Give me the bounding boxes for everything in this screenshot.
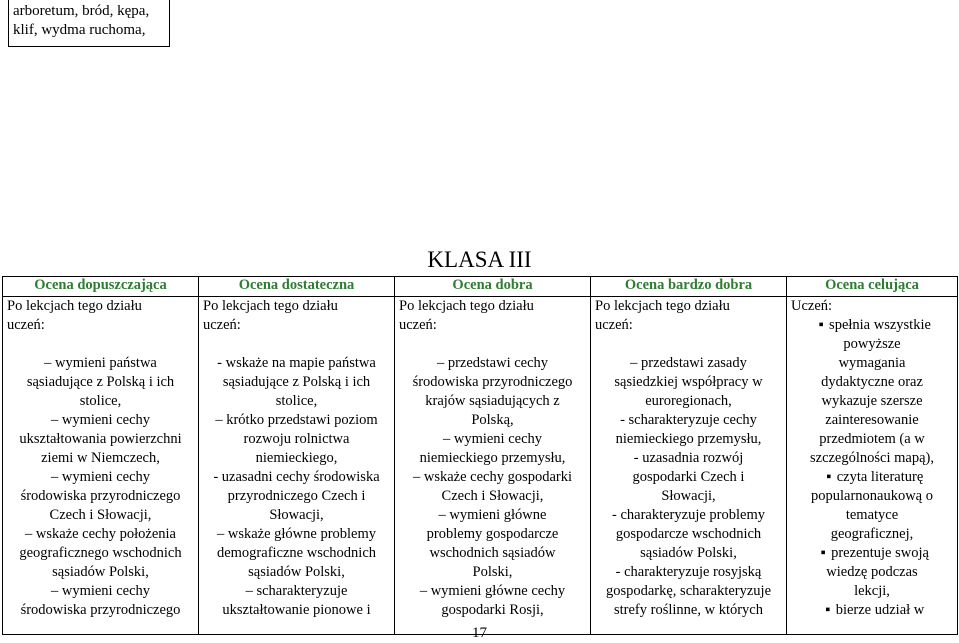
cell-text-line: - uzasadnia rozwój [633, 450, 744, 466]
cell-text-line: ukształtowania powierzchni [19, 431, 182, 447]
cell-text-line: gospodarki Rosji, [441, 602, 544, 618]
page-number: 17 [472, 625, 487, 641]
bullet-text-line: ▪ prezentuje swoją [787, 544, 957, 563]
cell-text-line: ukształtowanie pionowe i [222, 602, 371, 618]
cell-celujaca [787, 297, 958, 635]
cell-text-line: – przedstawi cechy [436, 355, 549, 371]
cell-text-line: przyrodniczego Czech i [227, 488, 366, 504]
cell-text-line: sąsiadujące z Polską i ich [222, 374, 371, 390]
cell-text-line: - charakteryzuje rosyjską [615, 564, 762, 580]
cell-text-line: – krótko przedstawi poziom [215, 412, 378, 428]
cell-text-line: – wymieni główne cechy [419, 583, 566, 599]
cell-text-line: – scharakteryzuje [245, 583, 348, 599]
cell-intro-line: uczeń: [7, 317, 45, 333]
cell-text-line: wiedzę podczas [826, 564, 918, 580]
cell-text-line: – wymieni główne [438, 507, 547, 523]
cell-text-line: demograficzne wschodnich [216, 545, 377, 561]
cell-text-line: powyższe [843, 336, 901, 352]
cell-text-line: – wymieni cechy [50, 412, 151, 428]
cell-text-line: stolice, [275, 393, 318, 409]
cell-text-line: - uzasadni cechy środowiska [213, 469, 380, 485]
cell-dostateczna [199, 297, 395, 635]
cell-text-line: stolice, [79, 393, 122, 409]
cell-text-line: tematyce [845, 507, 899, 523]
bullet-text-line: ▪ czyta literaturę [787, 468, 957, 487]
bullet-text-line: ▪ spełnia wszystkie [787, 316, 957, 335]
cell-text-line: ziemi w Niemczech, [41, 450, 160, 466]
cell-text-line: sąsiadujące z Polską i ich [26, 374, 175, 390]
cell-text-line: geograficznej, [830, 526, 914, 542]
cell-text-line: popularnonaukową o [810, 488, 933, 504]
cell-intro-line: uczeń: [399, 317, 437, 333]
section-title: KLASA III [427, 247, 532, 272]
cell-text-line: sąsiadów Polski, [640, 545, 737, 561]
cell-text-line: szczególności mapą), [809, 450, 934, 466]
header-celujaca: Ocena celująca [787, 277, 958, 297]
continued-cell-line: klif, wydma ruchoma, [13, 22, 146, 38]
header-dobra: Ocena dobra [395, 277, 591, 297]
cell-text-line: niemieckiego przemysłu, [419, 450, 566, 466]
cell-text-line: - charakteryzuje problemy [612, 507, 765, 523]
cell-dopuszczajaca [3, 297, 199, 635]
cell-text-line: strefy roślinne, w których [614, 602, 763, 618]
cell-text-line: geograficznego wschodnich [19, 545, 182, 561]
cell-text-line: gospodarkę, scharakteryzuje [605, 583, 772, 599]
cell-text-line: Polski, [472, 564, 513, 580]
cell-intro-line: Po lekcjach tego działu [203, 298, 338, 314]
cell-text-line: sąsiadów Polski, [52, 564, 149, 580]
bullet-text-line: ▪ bierze udział w [787, 601, 957, 620]
cell-text-line: – wskaże cechy położenia [25, 526, 176, 542]
cell-text-line: krajów sąsiadujących z [425, 393, 560, 409]
cell-text-line: gospodarki Czech i [632, 469, 745, 485]
header-dostateczna: Ocena dostateczna [199, 277, 395, 297]
cell-text-line: środowiska przyrodniczego [20, 488, 181, 504]
cell-text-line: – wskaże główne problemy [216, 526, 377, 542]
cell-text-line: środowiska przyrodniczego [412, 374, 573, 390]
cell-text-line: Czech i Słowacji, [441, 488, 544, 504]
cell-intro-line: Po lekcjach tego działu [399, 298, 534, 314]
cell-text-line: sąsiadów Polski, [248, 564, 345, 580]
cell-intro-line: Po lekcjach tego działu [7, 298, 142, 314]
cell-text-line: lekcji, [854, 583, 890, 599]
cell-text-line: Czech i Słowacji, [49, 507, 152, 523]
cell-text-line: Polską, [471, 412, 514, 428]
cell-text-line: euroregionach, [645, 393, 732, 409]
cell-intro-line: uczeń: [595, 317, 633, 333]
cell-text-line: przedmiotem (a w [819, 431, 925, 447]
grading-criteria-table [2, 276, 958, 635]
cell-text-line: Słowacji, [269, 507, 324, 523]
cell-text-line: zainteresowanie [825, 412, 919, 428]
cell-text-line: – przedstawi zasady [630, 355, 747, 371]
cell-text-line: wschodnich sąsiadów [429, 545, 556, 561]
cell-intro-line: uczeń: [203, 317, 241, 333]
cell-dobra [395, 297, 591, 635]
cell-text-line: wykazuje szersze [821, 393, 923, 409]
cell-text-line: wymagania [838, 355, 906, 371]
cell-text-line: środowiska przyrodniczego [20, 602, 181, 618]
cell-text-line: niemieckiego, [255, 450, 338, 466]
cell-text-line: – wymieni państwa [44, 355, 157, 371]
cell-text-line: – wymieni cechy [442, 431, 543, 447]
criteria-row [3, 297, 958, 635]
cell-text-line: niemieckiego przemysłu, [615, 431, 762, 447]
cell-text-line: – wymieni cechy [50, 469, 151, 485]
cell-text-line: gospodarcze wschodnich [615, 526, 762, 542]
cell-text-line: rozwoju rolnictwa [243, 431, 350, 447]
cell-text-line: Słowacji, [661, 488, 716, 504]
cell-text-line: dydaktyczne oraz [821, 374, 923, 390]
cell-bardzo-dobra [591, 297, 787, 635]
continued-cell-line: arboretum, bród, kępa, [13, 3, 150, 19]
cell-text-line: sąsiedzkiej współpracy w [614, 374, 763, 390]
cell-text-line: – wymieni cechy [50, 583, 151, 599]
continued-cell-box [8, 0, 170, 47]
cell-text-line: - wskaże na mapie państwa [217, 355, 376, 371]
cell-intro-line: Uczeń: [791, 298, 833, 314]
header-row [3, 277, 958, 297]
cell-text-line: - scharakteryzuje cechy [620, 412, 757, 428]
header-dopuszczajaca: Ocena dopuszczająca [3, 277, 199, 297]
cell-intro-line: Po lekcjach tego działu [595, 298, 730, 314]
cell-text-line: – wskaże cechy gospodarki [412, 469, 573, 485]
cell-text-line: problemy gospodarcze [426, 526, 559, 542]
header-bardzo-dobra: Ocena bardzo dobra [591, 277, 787, 297]
